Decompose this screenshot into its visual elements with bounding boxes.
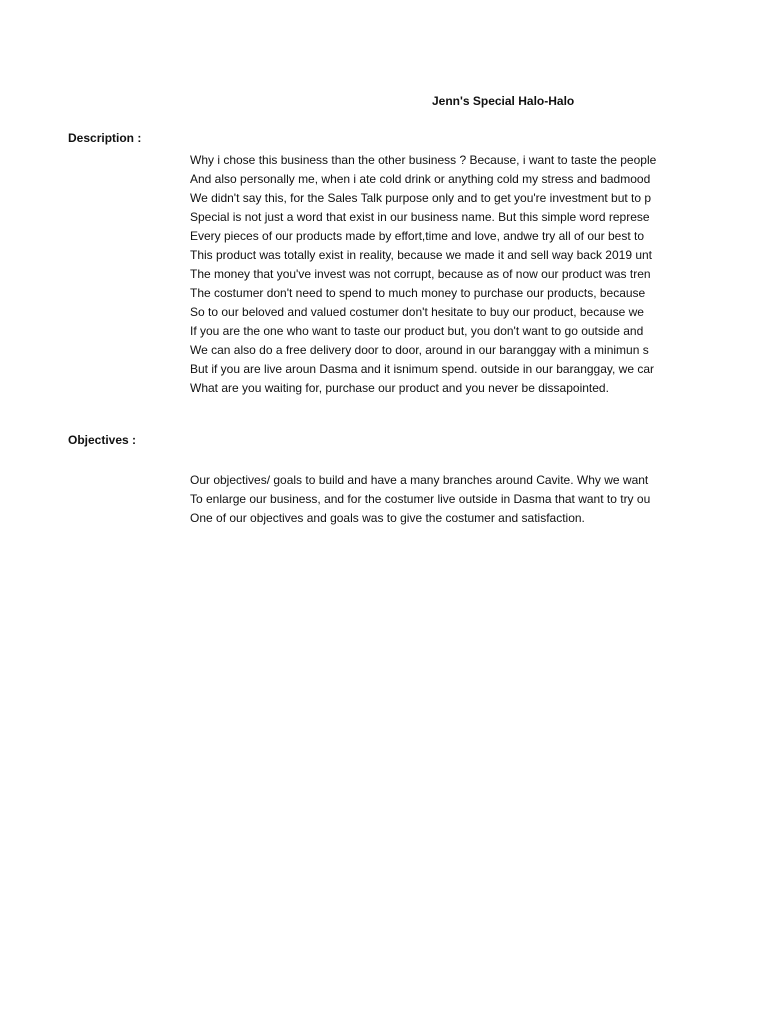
- objectives-line: One of our objectives and goals was to give the costumer and satisfaction.: [190, 511, 585, 525]
- description-line: The money that you've invest was not corrupt, because as of now our product was tren: [190, 267, 651, 281]
- description-line: What are you waiting for, purchase our product and you never be dissapointed.: [190, 381, 609, 395]
- objectives-paragraph: [190, 471, 677, 528]
- document-title: Jenn's Special Halo-Halo: [432, 94, 575, 108]
- description-line: Special is not just a word that exist in our business name. But this simple word represe: [190, 210, 650, 224]
- description-line: So to our beloved and valued costumer don't hesitate to buy our product, because we: [190, 305, 644, 319]
- description-line: We can also do a free delivery door to door, around in our baranggay with a minimun s: [190, 343, 649, 357]
- description-line: But if you are live aroun Dasma and it isnimum spend. outside in our baranggay, we car: [190, 362, 655, 376]
- objectives-line: Our objectives/ goals to build and have a many branches around Cavite. Why we want: [190, 473, 649, 487]
- description-paragraph: [190, 151, 677, 398]
- description-line: Why i chose this business than the other business ? Because, i want to taste the people: [190, 153, 657, 167]
- description-line: Every pieces of our products made by effort,time and love, andwe try all of our best to: [190, 229, 645, 243]
- description-line: This product was totally exist in reality, because we made it and sell way back 2019 unt: [190, 248, 653, 262]
- description-label: Description :: [68, 131, 142, 145]
- description-line: And also personally me, when i ate cold drink or anything cold my stress and badmood: [190, 172, 651, 186]
- description-line: If you are the one who want to taste our product but, you don't want to go outside and: [190, 324, 644, 338]
- description-line: The costumer don't need to spend to much money to purchase our products, because: [190, 286, 646, 300]
- description-line: We didn't say this, for the Sales Talk purpose only and to get you're investment but to p: [190, 191, 652, 205]
- objectives-label: Objectives :: [68, 433, 137, 447]
- objectives-line: To enlarge our business, and for the costumer live outside in Dasma that want to try ou: [190, 492, 651, 506]
